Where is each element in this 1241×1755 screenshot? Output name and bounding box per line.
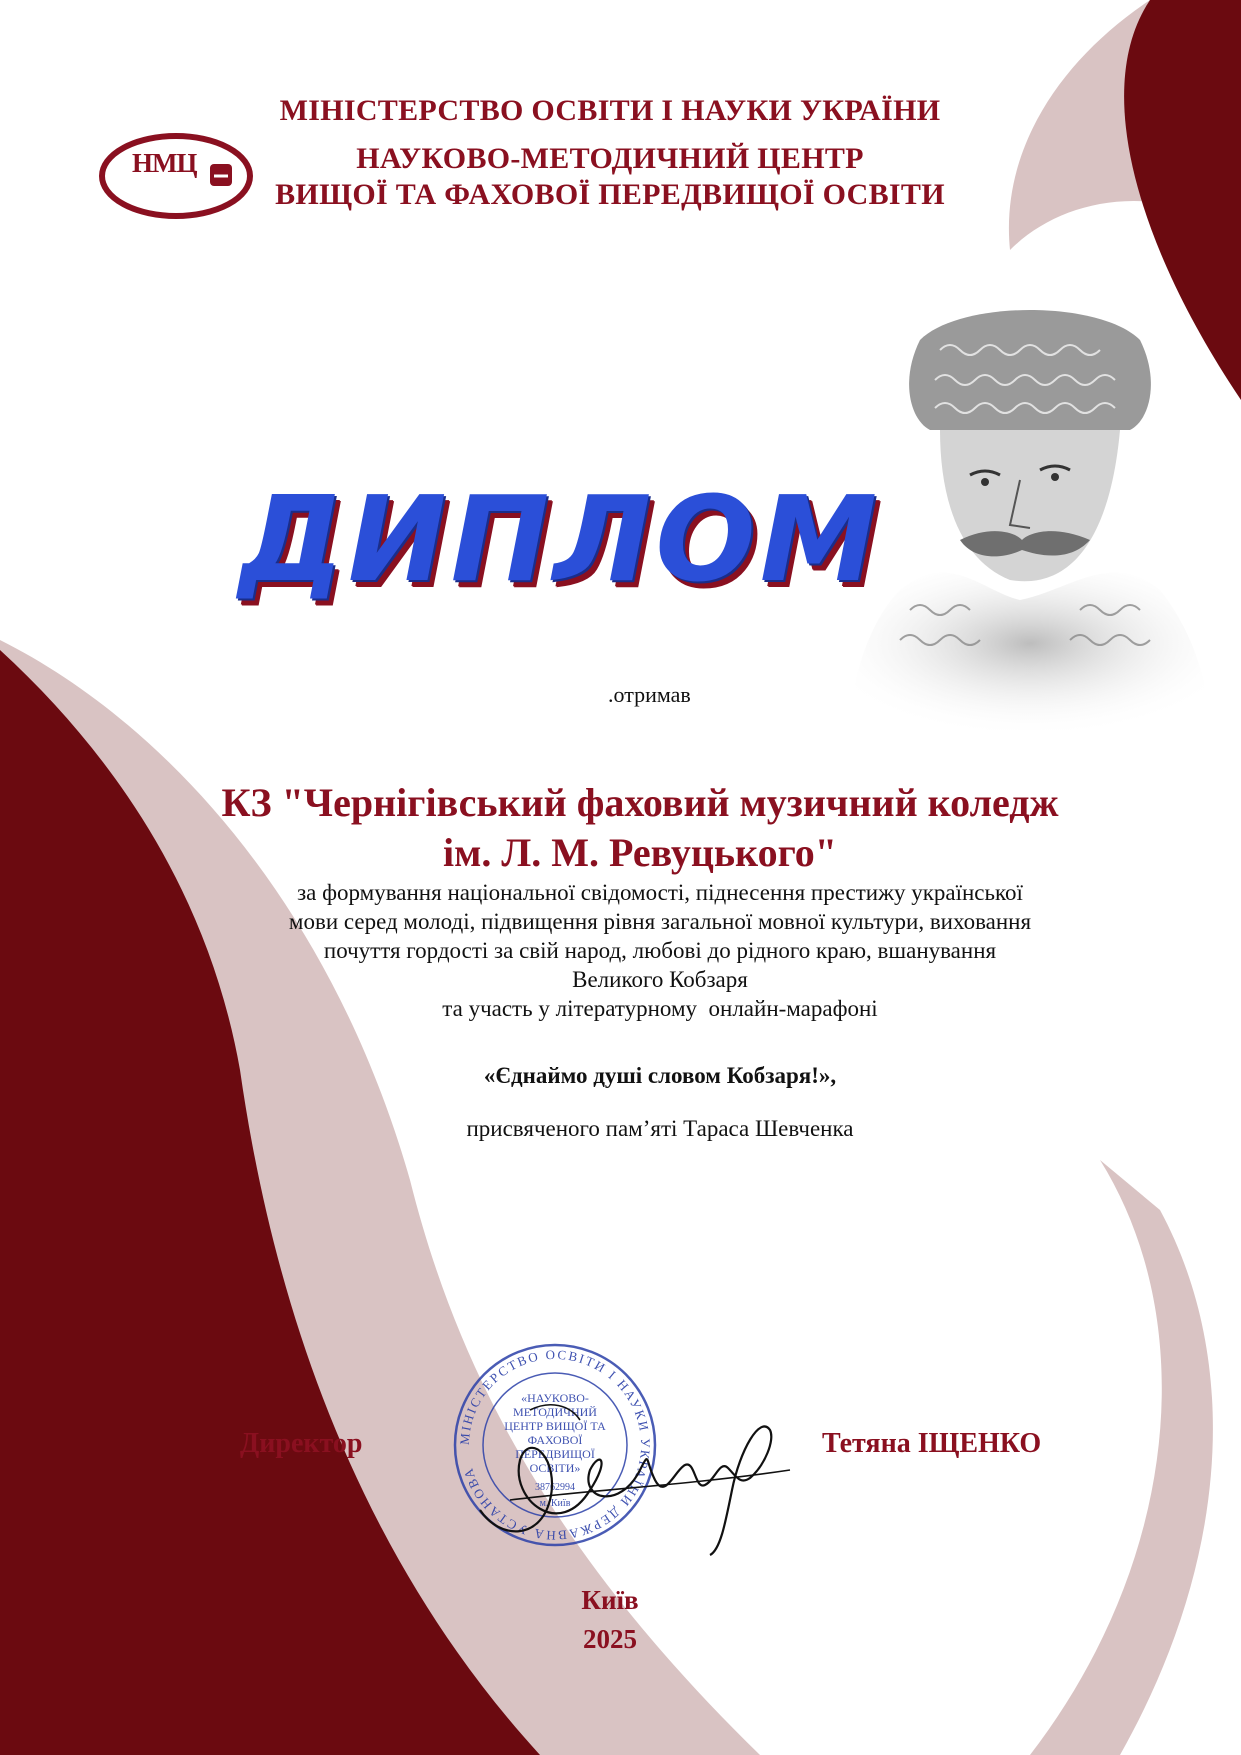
description-line1: за формування національної свідомості, піднесення престижу української	[297, 880, 1023, 905]
description-line4: Великого Кобзаря	[572, 967, 748, 992]
recipient-name	[140, 778, 1140, 878]
city-label: Київ	[581, 1585, 639, 1615]
description-line5: та участь у літературному онлайн-марафоні	[442, 996, 878, 1021]
dedication-line: присвяченого пам’яті Тараса Шевченка	[466, 1116, 854, 1141]
year-label: 2025	[583, 1624, 637, 1654]
signatory-name: Тетяна ІЩЕНКО	[822, 1428, 1042, 1459]
center-heading-line1: НАУКОВО-МЕТОДИЧНИЙ ЦЕНТР	[356, 142, 864, 175]
description-line2: мови серед молоді, підвищення рівня загальної мовної культури, виховання	[288, 909, 1032, 934]
logo-text: НМЦ	[132, 148, 197, 178]
recipient-line1: КЗ "Чернігівський фаховий музичний коледж	[221, 780, 1059, 825]
stamp-line3: ЦЕНТР ВИЩОЇ ТА	[504, 1419, 606, 1433]
diploma-title: ДИПЛОМ	[238, 470, 882, 608]
stamp-line5: ПЕРЕДВИЩОЇ	[515, 1447, 595, 1461]
ministry-heading: МІНІСТЕРСТВО ОСВІТИ І НАУКИ УКРАЇНИ	[279, 94, 941, 127]
stamp-city: м. Київ	[539, 1498, 571, 1509]
award-description	[160, 878, 1160, 1023]
stamp-line2: МЕТОДИЧНИЙ	[513, 1405, 597, 1419]
recipient-line2: ім. Л. М. Ревуцького"	[443, 830, 837, 875]
received-label: .отримав	[608, 682, 691, 707]
director-signature	[470, 1390, 810, 1560]
stamp-line6: ОСВІТИ»	[529, 1461, 581, 1475]
center-heading-line2: ВИЩОЇ ТА ФАХОВОЇ ПЕРЕДВИЩОЇ ОСВІТИ	[275, 178, 945, 211]
stamp-line4: ФАХОВОЇ	[527, 1433, 583, 1447]
nmc-logo	[98, 130, 260, 222]
stamp-code: 38762994	[535, 1482, 575, 1493]
stamp-line1: «НАУКОВО-	[521, 1391, 589, 1405]
marathon-name: «Єднаймо душі словом Кобзаря!»,	[483, 1063, 837, 1088]
stamp-ring-text: МІНІСТЕРСТВО ОСВІТИ І НАУКИ УКРАЇНИ ДЕРЖАВНА УСТАНОВА	[456, 1346, 654, 1544]
signatory-role: Директор	[240, 1428, 363, 1459]
bottom-right-swoosh-shadow	[1030, 1160, 1213, 1755]
description-line3: почуття гордості за свій народ, любові до рідного краю, вшанування	[323, 938, 997, 963]
